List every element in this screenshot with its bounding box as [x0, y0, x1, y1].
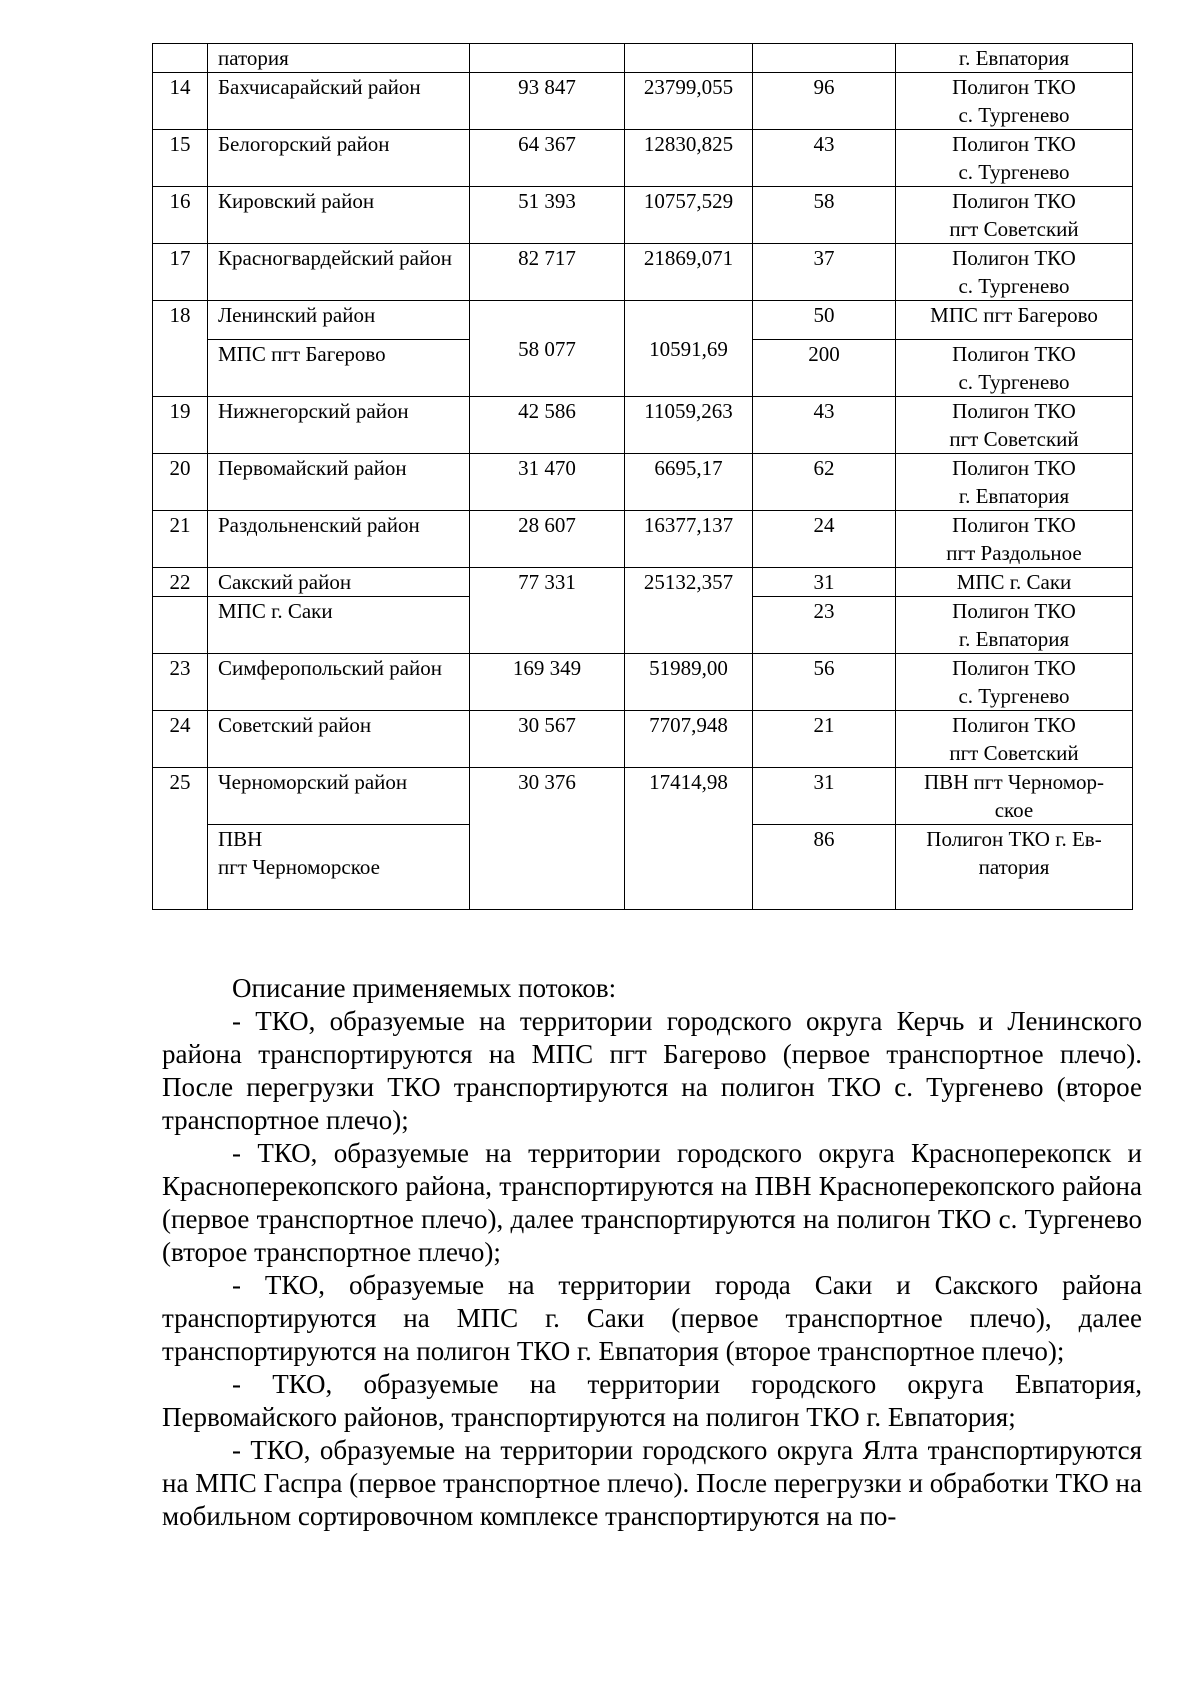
distance: 31: [753, 768, 896, 825]
destination: г. Евпатория: [896, 44, 1133, 73]
destination: Полигон ТКО пгт Советский: [896, 711, 1133, 768]
destination: Полигон ТКО пгт Раздольное: [896, 511, 1133, 568]
destination: Полигон ТКО г. Евпатория: [896, 454, 1133, 511]
distance: 62: [753, 454, 896, 511]
district-name: Бахчисарайский район: [208, 73, 470, 130]
distance: 23: [753, 597, 896, 654]
population: 58 077: [470, 301, 625, 397]
population: 82 717: [470, 244, 625, 301]
table-row: [153, 454, 1133, 511]
table-row: [153, 654, 1133, 711]
table-row: [153, 768, 1133, 825]
row-number: 17: [153, 244, 208, 301]
population: 31 470: [470, 454, 625, 511]
row-number: 20: [153, 454, 208, 511]
population: 30 567: [470, 711, 625, 768]
distance: 24: [753, 511, 896, 568]
table-row: [153, 711, 1133, 768]
population: 169 349: [470, 654, 625, 711]
paragraph: - ТКО, образуемые на территории города Саки и Сакского района транспортируются на МПС г. Саки (первое транспортное плечо), далее транспортируются на полигон ТКО г. Евпатория (второе транспортное плечо);: [162, 1270, 1142, 1366]
row-number: 24: [153, 711, 208, 768]
district-name: Ленинский район: [208, 301, 470, 340]
destination: Полигон ТКО с. Тургенево: [896, 73, 1133, 130]
row-number: 14: [153, 73, 208, 130]
flows-description: [162, 972, 1142, 1533]
waste-routing-table: [152, 43, 1133, 910]
row-number: 25: [153, 768, 208, 910]
destination: МПС пгт Багерово: [896, 301, 1133, 340]
district-name: Красногвардейский район: [208, 244, 470, 301]
volume: 10757,529: [625, 187, 753, 244]
volume: 25132,357: [625, 568, 753, 654]
district-name: Первомайский район: [208, 454, 470, 511]
population: 64 367: [470, 130, 625, 187]
volume: 12830,825: [625, 130, 753, 187]
destination: Полигон ТКО с. Тургенево: [896, 244, 1133, 301]
paragraph: - ТКО, образуемые на территории городского округа Керчь и Ленинского района транспортируются на МПС пгт Багерово (первое транспортное плечо). После перегрузки ТКО транспортируются на полигон ТКО с. Тургенево (второе транспортное плечо);: [162, 1006, 1142, 1135]
district-name: патория: [208, 44, 470, 73]
section-heading: Описание применяемых потоков:: [232, 973, 617, 1003]
district-name: Нижнегорский район: [208, 397, 470, 454]
district-name: Белогорский район: [208, 130, 470, 187]
table-row: [153, 397, 1133, 454]
distance: 96: [753, 73, 896, 130]
distance: 86: [753, 825, 896, 910]
volume: 11059,263: [625, 397, 753, 454]
population: 77 331: [470, 568, 625, 654]
volume: 21869,071: [625, 244, 753, 301]
distance: 43: [753, 130, 896, 187]
district-name: ПВН пгт Черноморское: [208, 825, 470, 910]
distance: 31: [753, 568, 896, 597]
volume: 23799,055: [625, 73, 753, 130]
volume: 17414,98: [625, 768, 753, 910]
table-row: [153, 187, 1133, 244]
table-row: [153, 130, 1133, 187]
row-number: 22: [153, 568, 208, 597]
table-row: [153, 511, 1133, 568]
district-name: Раздольненский район: [208, 511, 470, 568]
row-number: 23: [153, 654, 208, 711]
row-number: 21: [153, 511, 208, 568]
destination: Полигон ТКО пгт Советский: [896, 187, 1133, 244]
destination: Полигон ТКО пгт Советский: [896, 397, 1133, 454]
distance: 56: [753, 654, 896, 711]
district-name: Кировский район: [208, 187, 470, 244]
row-number: 19: [153, 397, 208, 454]
district-name: Симферопольский район: [208, 654, 470, 711]
table-row: [153, 44, 1133, 73]
volume: 51989,00: [625, 654, 753, 711]
population: 93 847: [470, 73, 625, 130]
row-number: 18: [153, 301, 208, 397]
district-name: МПС г. Саки: [208, 597, 470, 654]
population: 51 393: [470, 187, 625, 244]
volume: 7707,948: [625, 711, 753, 768]
population: 28 607: [470, 511, 625, 568]
table-row: [153, 568, 1133, 597]
destination: МПС г. Саки: [896, 568, 1133, 597]
distance: 200: [753, 340, 896, 397]
table-row: [153, 301, 1133, 340]
distance: 50: [753, 301, 896, 340]
distance: 37: [753, 244, 896, 301]
district-name: Сакский район: [208, 568, 470, 597]
table-row: [153, 244, 1133, 301]
destination: ПВН пгт Черномор- ское: [896, 768, 1133, 825]
volume: 6695,17: [625, 454, 753, 511]
population: 42 586: [470, 397, 625, 454]
district-name: Черноморский район: [208, 768, 470, 825]
distance: 21: [753, 711, 896, 768]
distance: 43: [753, 397, 896, 454]
district-name: МПС пгт Багерово: [208, 340, 470, 397]
distance: 58: [753, 187, 896, 244]
district-name: Советский район: [208, 711, 470, 768]
destination: Полигон ТКО с. Тургенево: [896, 130, 1133, 187]
paragraph: - ТКО, образуемые на территории городского округа Евпатория, Первомайского районов, транспортируются на полигон ТКО г. Евпатория;: [162, 1369, 1142, 1432]
destination: Полигон ТКО с. Тургенево: [896, 654, 1133, 711]
row-number: 16: [153, 187, 208, 244]
paragraph: - ТКО, образуемые на территории городского округа Красноперекопск и Красноперекопского района, транспортируются на ПВН Красноперекопского района (первое транспортное плечо), далее транспортируются на полигон ТКО с. Тургенево (второе транспортное плечо);: [162, 1138, 1142, 1267]
row-number: 15: [153, 130, 208, 187]
volume: 10591,69: [625, 301, 753, 397]
destination: Полигон ТКО г. Евпатория: [896, 597, 1133, 654]
paragraph: - ТКО, образуемые на территории городского округа Ялта транспортируются на МПС Гаспра (первое транспортное плечо). После перегрузки и обработки ТКО на мобильном сортировочном комплексе транспортируются на по-: [162, 1435, 1142, 1531]
destination: Полигон ТКО с. Тургенево: [896, 340, 1133, 397]
table-row: [153, 73, 1133, 130]
population: 30 376: [470, 768, 625, 910]
volume: 16377,137: [625, 511, 753, 568]
destination: Полигон ТКО г. Ев- патория: [896, 825, 1133, 910]
